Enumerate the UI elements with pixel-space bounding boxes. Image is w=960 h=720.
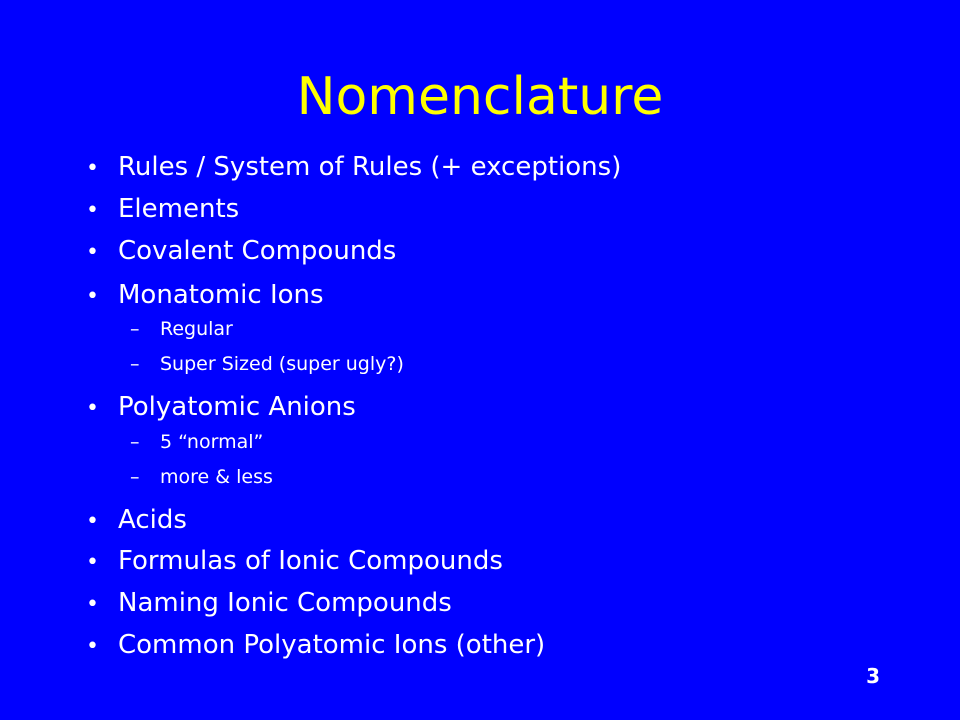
bullet-marker: • [86, 396, 99, 421]
bullet-item [86, 588, 452, 620]
bullet-item [86, 392, 356, 424]
bullet-item [86, 630, 545, 662]
bullet-text: Covalent Compounds [118, 236, 397, 266]
bullet-text: Rules / System of Rules (+ exceptions) [118, 152, 622, 182]
sub-bullet-text: 5 “normal” [160, 431, 264, 453]
bullet-marker: • [86, 240, 99, 265]
sub-bullet-marker: – [130, 318, 140, 340]
sub-bullet-text: more & less [160, 466, 273, 488]
bullet-text: Elements [118, 194, 240, 224]
sub-bullet-marker: – [130, 353, 140, 375]
sub-bullet-item [130, 466, 273, 488]
sub-bullet-item [130, 318, 233, 340]
bullet-marker: • [86, 284, 99, 309]
bullet-marker: • [86, 634, 99, 659]
bullet-item [86, 194, 239, 226]
bullet-item [86, 280, 324, 312]
bullet-text: Naming Ionic Compounds [118, 588, 452, 618]
bullet-text: Acids [118, 505, 187, 535]
bullet-item [86, 236, 396, 268]
bullet-text: Common Polyatomic Ions (other) [118, 630, 546, 660]
sub-bullet-text: Regular [160, 318, 233, 340]
page-number: 3 [866, 664, 880, 688]
bullet-text: Monatomic Ions [118, 280, 324, 310]
sub-bullet-marker: – [130, 431, 140, 453]
bullet-item [86, 152, 621, 184]
bullet-marker: • [86, 156, 99, 181]
sub-bullet-marker: – [130, 466, 140, 488]
slide-title: Nomenclature [296, 67, 664, 127]
bullet-marker: • [86, 592, 99, 617]
bullet-text: Polyatomic Anions [118, 392, 356, 422]
bullet-text: Formulas of Ionic Compounds [118, 546, 503, 576]
sub-bullet-text: Super Sized (super ugly?) [160, 353, 404, 375]
bullet-item [86, 546, 503, 578]
bullet-item [86, 505, 187, 537]
bullet-marker: • [86, 198, 99, 223]
sub-bullet-item [130, 353, 404, 375]
bullet-marker: • [86, 509, 99, 534]
sub-bullet-item [130, 431, 263, 453]
bullet-marker: • [86, 550, 99, 575]
